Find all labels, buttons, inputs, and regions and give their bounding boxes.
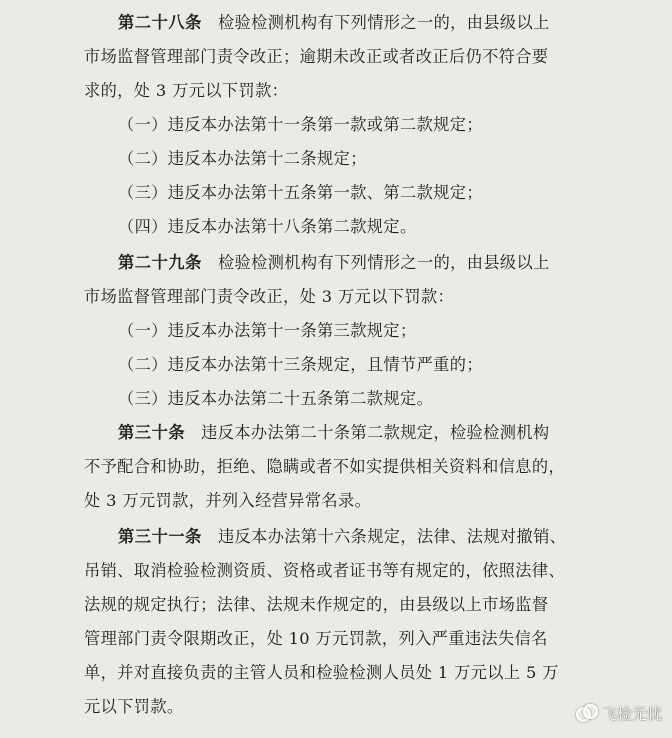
article-31-line-3: 法规的规定执行；法律、法规未作规定的，由县级以上市场监督 — [84, 595, 549, 614]
article-29-item-2: （二）违反本办法第十三条规定，且情节严重的； — [118, 355, 483, 374]
article-31-line-2: 吊销、取消检验检测资质、资格或者证书等有规定的，依照法律、 — [84, 561, 566, 580]
article-31-line-6: 元以下罚款。 — [84, 697, 184, 716]
article-29-item-3: （三）违反本办法第二十五条第二款规定。 — [118, 389, 434, 408]
article-30-text-1: 违反本办法第二十条第二款规定，检验检测机构 — [201, 423, 550, 442]
article-28-item-1: （一）违反本办法第十一条第一款或第二款规定； — [118, 115, 483, 134]
article-28-item-3: （三）违反本办法第十五条第一款、第二款规定； — [118, 183, 483, 202]
article-31-line-4: 管理部门责令限期改正，处 10 万元罚款，列入严重违法失信名 — [84, 629, 548, 648]
chat-bubbles-logo-icon — [576, 704, 596, 722]
watermark-text: 飞检无忧 — [601, 704, 662, 723]
article-30-line-1 — [0, 416, 672, 450]
article-29-item-1: （一）违反本办法第十一条第三款规定； — [118, 321, 417, 340]
article-28-line-3: 求的，处 3 万元以下罚款： — [84, 81, 289, 100]
article-31-title: 第三十一条 — [118, 527, 202, 546]
article-28-line-1 — [0, 6, 672, 40]
article-28-text-1: 检验检测机构有下列情形之一的，由县级以上 — [217, 13, 550, 32]
watermark — [576, 702, 662, 724]
article-28-title: 第二十八条 — [118, 13, 202, 32]
article-30-line-3: 处 3 万元罚款，并列入经营异常名录。 — [84, 491, 372, 510]
article-31-text-1: 违反本办法第十六条规定，法律、法规对撤销、 — [217, 527, 567, 546]
article-29-title: 第二十九条 — [118, 253, 202, 272]
article-29-text-1: 检验检测机构有下列情形之一的，由县级以上 — [217, 253, 550, 272]
article-31-line-1 — [0, 520, 672, 554]
article-28-line-2: 市场监督管理部门责令改正；逾期未改正或者改正后仍不符合要 — [84, 47, 549, 66]
article-29-line-2: 市场监督管理部门责令改正，处 3 万元以下罚款： — [84, 287, 455, 306]
article-28-item-4: （四）违反本办法第十八条第二款规定。 — [118, 217, 417, 236]
article-29-line-1 — [0, 246, 672, 280]
article-30-title: 第三十条 — [118, 423, 186, 442]
article-31-line-5: 单，并对直接负责的主管人员和检验检测人员处 1 万元以上 5 万 — [84, 663, 559, 682]
article-30-line-2: 不予配合和协助，拒绝、隐瞒或者不如实提供相关资料和信息的， — [84, 457, 566, 476]
article-28-item-2: （二）违反本办法第十二条规定； — [118, 149, 367, 168]
